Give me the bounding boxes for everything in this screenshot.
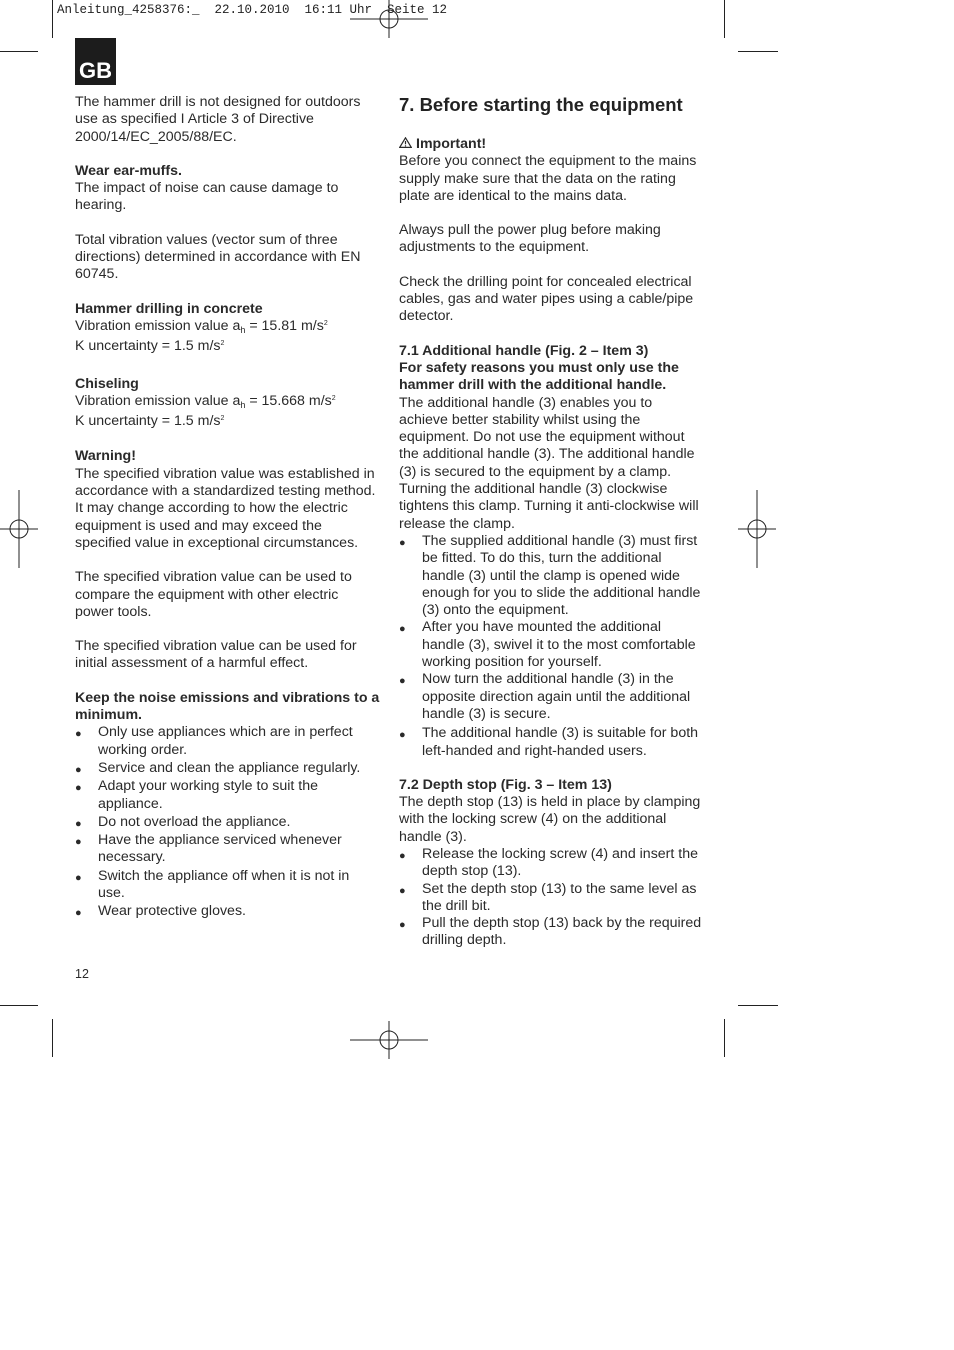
warning-triangle-icon — [399, 136, 412, 153]
crop-mark — [0, 51, 38, 52]
crop-mark — [724, 0, 725, 38]
crop-mark — [738, 51, 778, 52]
list-item: ● The additional handle (3) is suitable for both left-handed and right-handed users. — [399, 725, 704, 760]
crop-mark — [724, 1019, 725, 1057]
language-badge: GB — [75, 38, 116, 85]
ear-text: The impact of noise can cause damage to hearing. — [75, 180, 339, 214]
warning-text: The specified vibration value was established in accordance with a standardized testing method. It may change according to how the electric equipment is used and may exceed the specified value in exceptional circumstances. — [75, 465, 376, 551]
registration-mark-icon — [350, 1021, 428, 1059]
handle-heading: 7.1 Additional handle (Fig. 2 – Item 3) — [399, 342, 649, 359]
print-slug: Anleitung_4258376:_ 22.10.2010 16:11 Uhr Seite 12 — [57, 3, 448, 17]
concrete-heading: Hammer drilling in concrete — [75, 300, 263, 317]
intro-text: The hammer drill is not designed for outdoors use as specified I Article 3 of Directive 2000/14/EC_2005/88/EC. — [75, 94, 361, 145]
concrete-uncertainty: K uncertainty = 1.5 $m/s^2$ — [75, 338, 225, 355]
crop-mark — [52, 1019, 53, 1057]
chisel-value: Vibration emission value $a_h = 15.668$ $m/s^2$ — [75, 392, 336, 410]
crop-mark — [0, 1005, 38, 1006]
chisel-heading: Chiseling — [75, 375, 139, 392]
registration-mark-icon — [350, 0, 428, 38]
keep-heading: Keep the noise emissions and vibrations to a minimum. — [75, 689, 380, 724]
handle-safety: For safety reasons you must only use the hammer drill with the additional handle. — [399, 359, 679, 394]
list-item: ● Wear protective gloves. — [75, 903, 380, 920]
depth-text: The depth stop (13) is held in place by clamping with the locking screw (4) on the additional handle (3). — [399, 794, 701, 845]
plug-text: Always pull the power plug before making adjustments to the equipment. — [399, 222, 661, 256]
registration-mark-icon — [738, 490, 776, 568]
important-text: Before you connect the equipment to the mains supply make sure that the data on the rating plate are identical to the mains data. — [399, 153, 697, 204]
list-item: ● Do not overload the appliance. — [75, 814, 380, 831]
assess-text: The specified vibration value can be used for initial assessment of a harmful effect. — [75, 638, 357, 672]
crop-mark — [52, 0, 53, 38]
warning-heading: Warning! — [75, 448, 136, 465]
handle-text: The additional handle (3) enables you to achieve better stability whilst using the equipment. Do not use the equipment without the additional handle (3). The additional handle (3) is secured to the equipment by a clamp. Turning the additional handle (3) clockwise tightens this clamp. Turning it anti-clockwise will release the clamp. — [399, 394, 699, 532]
noise-bullet-list — [75, 724, 380, 920]
list-item: ● Now turn the additional handle (3) in the opposite direction again until the additional handle (3) is secure. — [399, 671, 704, 723]
chisel-uncertainty: K uncertainty = 1.5 $m/s^2$ — [75, 413, 225, 430]
list-item: ● Set the depth stop (13) to the same level as the drill bit. — [399, 881, 704, 916]
list-item: ● Switch the appliance off when it is not in use. — [75, 868, 380, 903]
crop-mark — [738, 1005, 778, 1006]
list-item: ● After you have mounted the additional handle (3), swivel it to the most comfortable working position for yourself. — [399, 619, 704, 671]
list-item: ● Adapt your working style to suit the appliance. — [75, 778, 380, 813]
registration-mark-icon — [0, 490, 38, 568]
right-column — [399, 94, 704, 950]
depth-heading: 7.2 Depth stop (Fig. 3 – Item 13) — [399, 776, 612, 793]
list-item: ● Have the appliance serviced whenever necessary. — [75, 832, 380, 867]
vibration-intro: Total vibration values (vector sum of three directions) determined in accordance with EN 60745. — [75, 231, 361, 283]
check-text: Check the drilling point for concealed electrical cables, gas and water pipes using a cable/pipe detector. — [399, 273, 694, 325]
ear-heading: Wear ear-muffs. — [75, 162, 182, 179]
list-item: ● The supplied additional handle (3) must first be fitted. To do this, turn the additional handle (3) until the clamp is opened wide enough for you to slide the additional handle (3) onto the equipment. — [399, 533, 704, 619]
page-number: 12 — [75, 967, 89, 981]
list-item: ● Service and clean the appliance regularly. — [75, 760, 380, 777]
compare-text: The specified vibration value can be used to compare the equipment with other electric power tools. — [75, 569, 352, 620]
list-item: ● Only use appliances which are in perfect working order. — [75, 724, 380, 759]
section-title: 7. Before starting the equipment — [399, 94, 683, 115]
depth-bullet-list — [399, 846, 704, 950]
concrete-value: Vibration emission value $a_h = 15.81$ $m/s^2$ — [75, 317, 328, 335]
list-item: ● Pull the depth stop (13) back by the required drilling depth. — [399, 915, 704, 950]
list-item: ● Release the locking screw (4) and insert the depth stop (13). — [399, 846, 704, 881]
left-column — [75, 94, 380, 921]
important-heading: Important! — [399, 136, 704, 153]
handle-bullet-list — [399, 533, 704, 760]
